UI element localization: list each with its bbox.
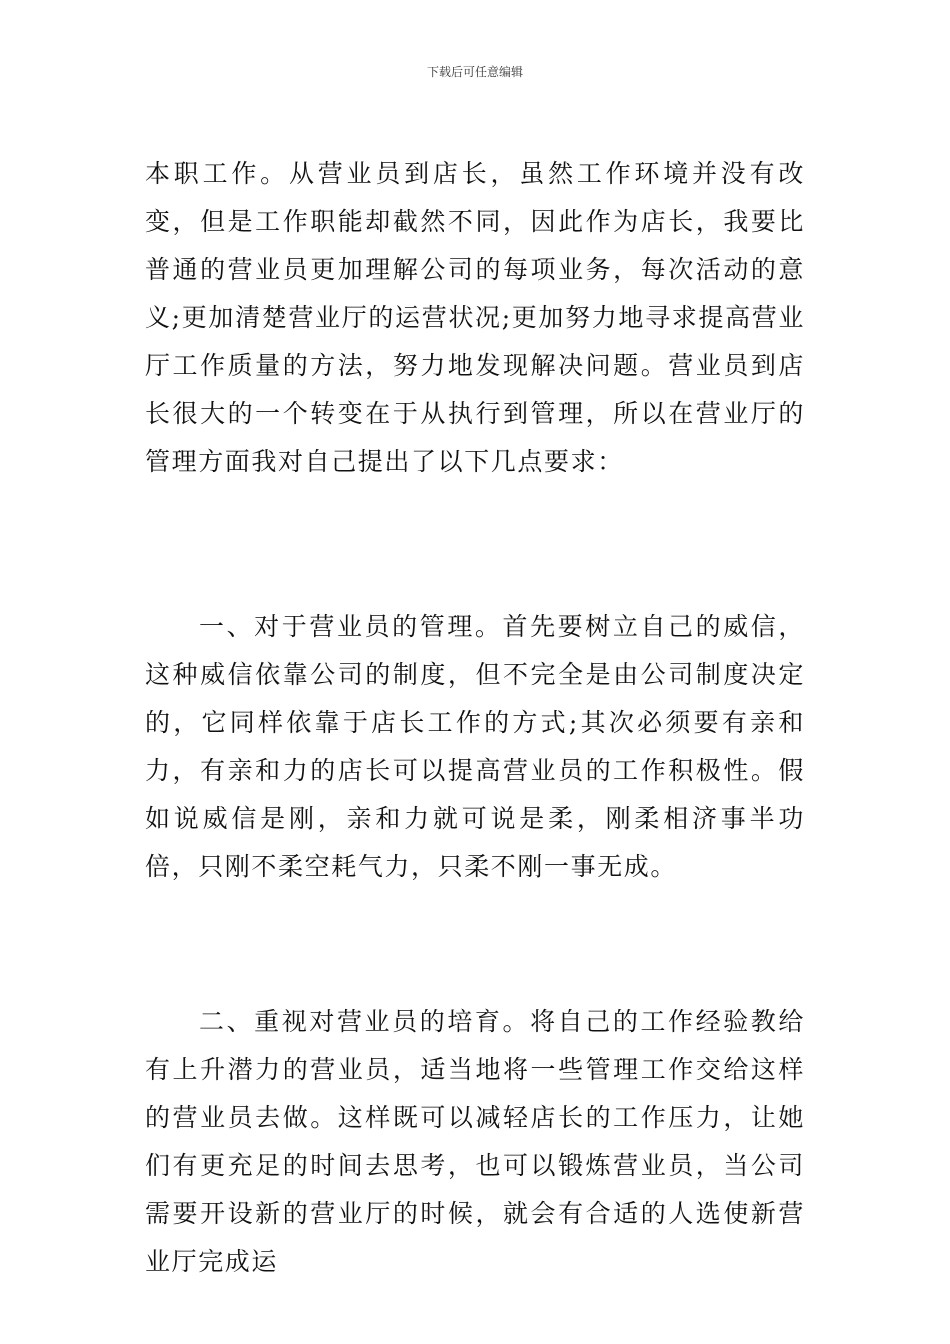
paragraph-continuation: 本职工作。从营业员到店长，虽然工作环境并没有改变，但是工作职能却截然不同，因此作为店长，我要比普通的营业员更加理解公司的每项业务，每次活动的意义;更加清楚营业厅的运营状况;更加努力地寻求提高营业厅工作质量的方法，努力地发现解决问题。营业员到店长很大的一个转变在于从执行到管理，所以在营业厅的管理方面我对自己提出了以下几点要求： xyxy=(145,159,805,476)
paragraph-staff-training: 二、重视对营业员的培育。将自己的工作经验教给有上升潜力的营业员，适当地将一些管理工作交给这样的营业员去做。这样既可以减轻店长的工作压力，让她们有更充足的时间去思考，也可以锻炼营业员，当公司需要开设新的营业厅的时候，就会有合适的人选使新营业厅完成运 xyxy=(145,1007,805,1276)
page-header: 下载后可任意编辑 xyxy=(426,65,523,79)
paragraph-staff-management: 一、对于营业员的管理。首先要树立自己的威信，这种威信依靠公司的制度，但不完全是由公司制度决定的，它同样依靠于店长工作的方式;其次必须要有亲和力，有亲和力的店长可以提高营业员的工作积极性。假如说威信是刚，亲和力就可说是柔，刚柔相济事半功倍，只刚不柔空耗气力，只柔不刚一事无成。 xyxy=(145,612,805,881)
